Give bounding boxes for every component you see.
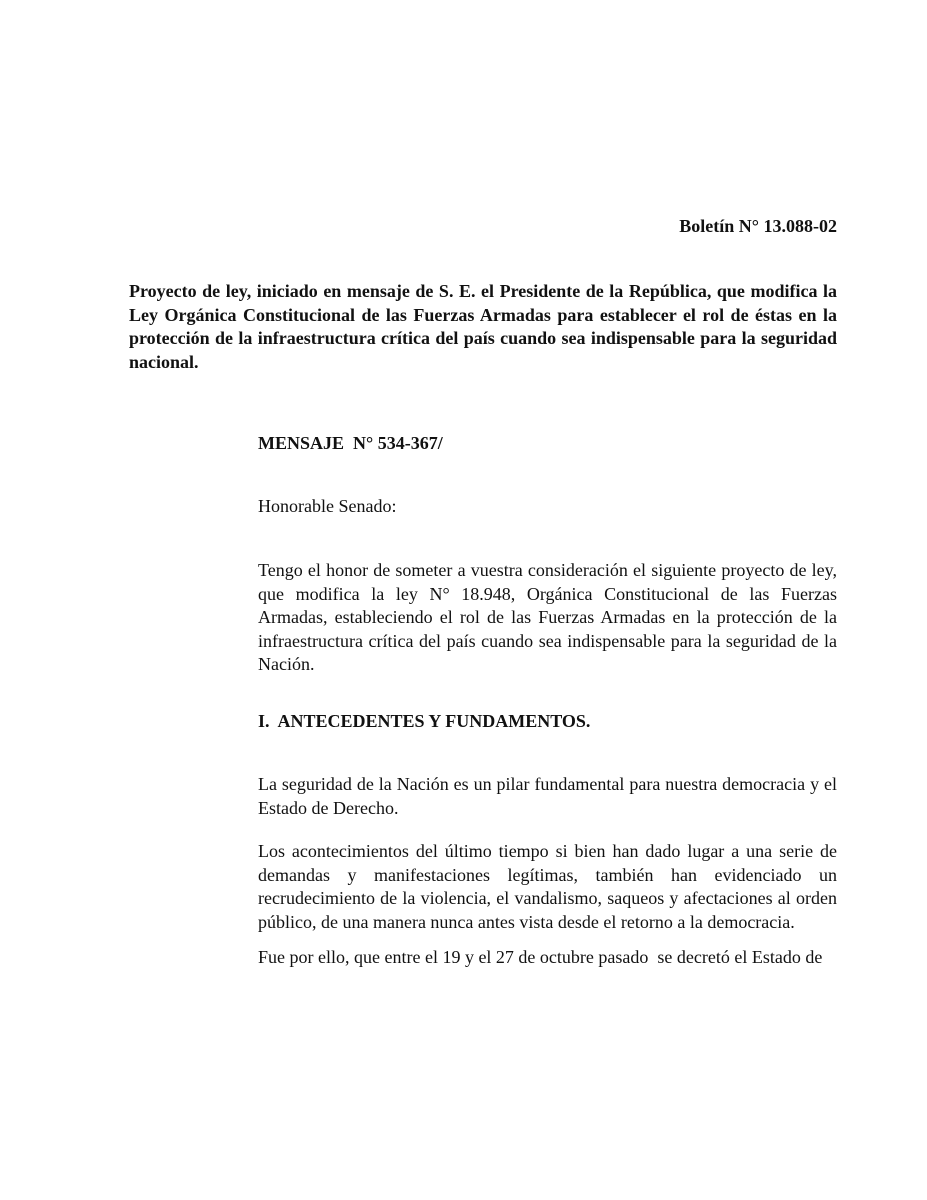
bill-subject: Proyecto de ley, iniciado en mensaje de S. E. el Presidente de la República, que modifica la Ley Orgánica Constitucional de las Fuerzas Armadas para establecer el rol de éstas en la protección de la infraestructura crítica del país cuando sea indispensable para la seguridad nacional. [129, 281, 837, 372]
section-heading: I. ANTECEDENTES Y FUNDAMENTOS. [258, 711, 591, 731]
body-paragraph: Los acontecimientos del último tiempo si bien han dado lugar a una serie de demandas y manifestaciones legítimas, también han evidenciado un recrudecimiento de la violencia, el vandalismo, saqueos y afectaciones al orden público, de una manera nunca antes vista desde el retorno a la democracia. [258, 841, 837, 932]
body-paragraph: La seguridad de la Nación es un pilar fundamental para nuestra democracia y el Estado de Derecho. [258, 774, 837, 818]
salutation: Honorable Senado: [258, 496, 397, 516]
boletin-number: Boletín N° 13.088-02 [679, 216, 837, 236]
mensaje-number: MENSAJE N° 534-367/ [258, 433, 443, 453]
body-paragraph: Fue por ello, que entre el 19 y el 27 de octubre pasado se decretó el Estado de [258, 947, 823, 967]
intro-paragraph: Tengo el honor de someter a vuestra consideración el siguiente proyecto de ley, que modifica la ley N° 18.948, Orgánica Constitucional de las Fuerzas Armadas, estableciendo el rol de las Fuerzas Armadas en la protección de la infraestructura crítica del país cuando sea indispensable para la seguridad de la Nación. [258, 560, 837, 674]
